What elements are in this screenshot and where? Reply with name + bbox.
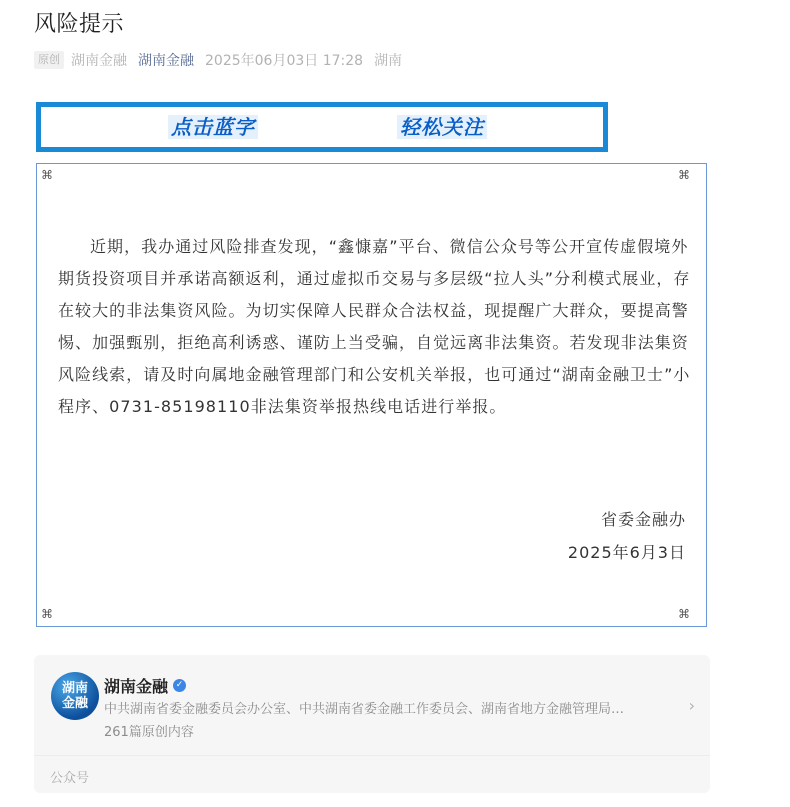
article-paragraph: 近期，我办通过风险排查发现，“鑫慷嘉”平台、微信公众号等公开宣传虚假境外期货投资项目并承诺高额返利，通过虚拟币交易与多层级“拉人头”分利模式展业，存在较大的非法集资风险。为切实保障人民群众合法权益，现提醒广大群众，要提高警惕、加强甄别，拒绝高利诱惑、谨防上当受骗，自觉远离非法集资。若发现非法集资风险线索，请及时向属地金融管理部门和公安机关举报，也可通过“湖南金融卫士”小程序、0731-85198110非法集资举报热线电话进行举报。 [58, 237, 691, 416]
card-type-label: 公众号 [50, 771, 90, 786]
account-name-row [104, 674, 186, 697]
follow-banner-left-text: 点击蓝字 [168, 115, 258, 139]
account-name: 湖南金融 [104, 677, 169, 696]
account-description: 中共湖南省委金融委员会办公室、中共湖南省委金融工作委员会、湖南省地方金融管理局… [104, 702, 625, 717]
corner-ornament-icon: ⌘ [41, 168, 53, 182]
article-meta [34, 50, 402, 70]
avatar-text-line1: 湖南 [61, 681, 88, 696]
article-title: 风险提示 [34, 12, 125, 37]
original-tag: 原创 [34, 51, 64, 69]
publish-location: 湖南 [374, 53, 403, 69]
signature: 省委金融办 [600, 510, 686, 529]
chevron-right-icon[interactable]: › [688, 696, 695, 715]
avatar-text-line2: 金融 [61, 696, 88, 711]
corner-ornament-icon: ⌘ [678, 168, 690, 182]
follow-banner-right-text: 轻松关注 [397, 115, 487, 139]
follow-banner[interactable] [36, 102, 608, 152]
article-content-box [36, 163, 707, 627]
account-profile-card[interactable] [34, 655, 710, 793]
card-divider [34, 755, 710, 756]
account-avatar [51, 672, 99, 720]
verified-check-icon: ✓ [173, 679, 186, 692]
signature-date: 2025年6月3日 [567, 543, 686, 562]
account-article-count: 261篇原创内容 [104, 725, 194, 740]
account-link[interactable]: 湖南金融 [138, 53, 194, 69]
author-name: 湖南金融 [71, 53, 127, 69]
publish-date: 2025年06月03日 17:28 [205, 53, 364, 69]
corner-ornament-icon: ⌘ [41, 607, 53, 621]
corner-ornament-icon: ⌘ [678, 607, 690, 621]
